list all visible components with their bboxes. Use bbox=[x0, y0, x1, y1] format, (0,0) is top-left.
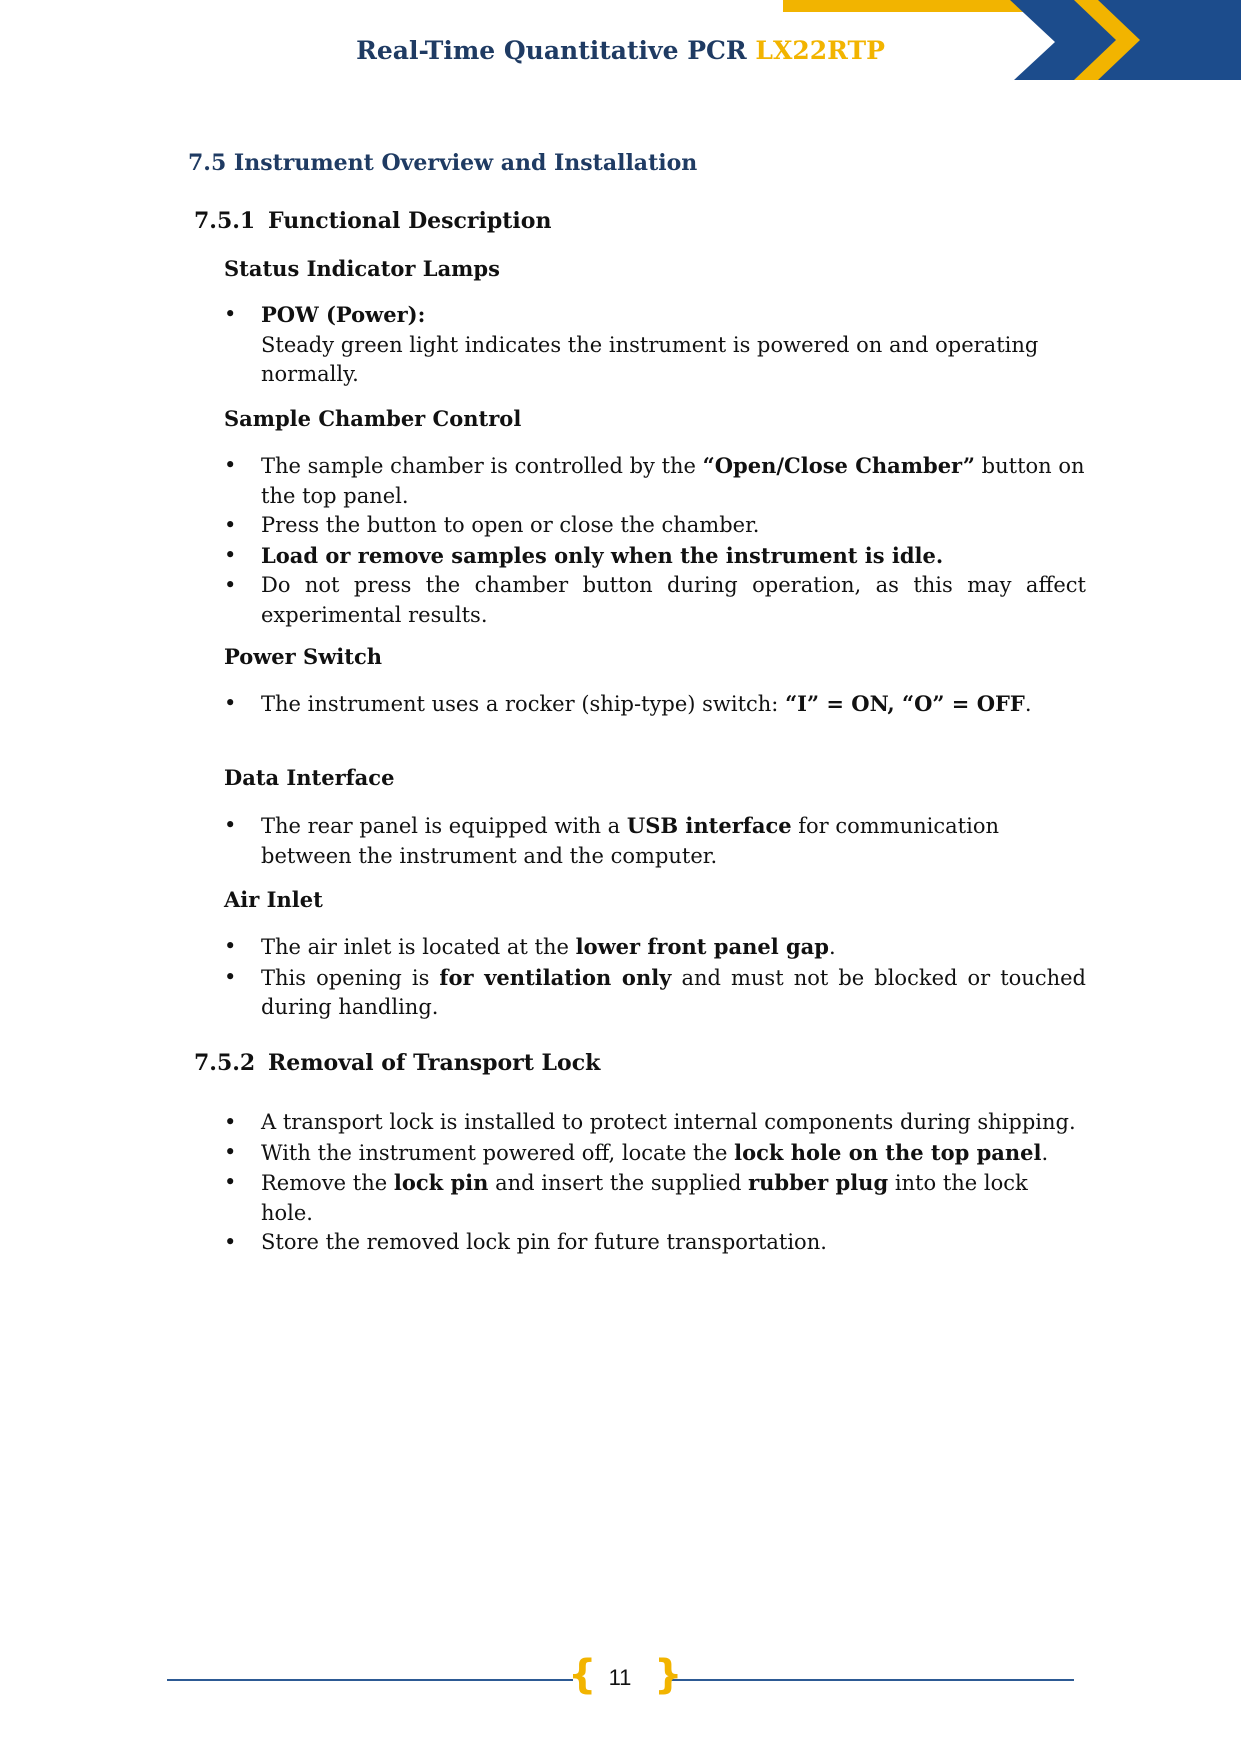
item-text: and must not be blocked or touched during handling. bbox=[261, 965, 1086, 1019]
item-text: The sample chamber is controlled by the bbox=[261, 454, 703, 478]
list-item bbox=[224, 1168, 1086, 1228]
item-bold: USB interface bbox=[626, 813, 792, 838]
footer-brace-right: } bbox=[654, 1652, 683, 1698]
item-text: button on the top panel. bbox=[261, 454, 1085, 508]
subsection-heading-751 bbox=[194, 208, 551, 234]
list-sample-chamber bbox=[224, 451, 1086, 630]
heading-sample-chamber: Sample Chamber Control bbox=[224, 406, 522, 431]
item-text: Press the button to open or close the chamber. bbox=[261, 513, 760, 537]
item-text: and insert the supplied bbox=[488, 1171, 749, 1195]
item-text: The air inlet is located at the bbox=[261, 935, 576, 959]
heading-air-inlet: Air Inlet bbox=[224, 887, 323, 912]
item-text: The rear panel is equipped with a bbox=[261, 814, 627, 838]
list-item bbox=[224, 963, 1086, 1023]
header-corner-graphic bbox=[780, 0, 1241, 82]
section-title: 7.5 Instrument Overview and Installation bbox=[188, 150, 698, 176]
list-item bbox=[224, 571, 1086, 630]
item-bold: for ventilation only bbox=[439, 964, 672, 990]
item-bold: lock hole on the top panel bbox=[734, 1139, 1042, 1165]
list-air-inlet bbox=[224, 932, 1086, 1023]
list-item bbox=[224, 451, 1086, 511]
footer-brace-left: { bbox=[568, 1652, 597, 1698]
item-bold: rubber plug bbox=[748, 1170, 889, 1195]
item-text: The instrument uses a rocker (ship-type) switch: bbox=[261, 692, 779, 716]
item-bold: “Open/Close Chamber” bbox=[702, 453, 975, 478]
item-text: Remove the bbox=[261, 1171, 394, 1195]
list-item bbox=[224, 511, 1086, 541]
list-item bbox=[224, 300, 1086, 390]
item-bold: lock pin bbox=[393, 1170, 489, 1195]
subsection-number: 7.5.2 bbox=[194, 1050, 256, 1076]
item-text: Store the removed lock pin for future transportation. bbox=[261, 1230, 827, 1254]
item-text: A transport lock is installed to protect internal components during shipping. bbox=[261, 1110, 1076, 1134]
item-text: Do not press the chamber button during operation, as this may affect experimental results. bbox=[261, 573, 1086, 627]
list-item bbox=[224, 932, 1086, 963]
item-text: . bbox=[828, 935, 836, 959]
list-item bbox=[224, 1138, 1086, 1169]
list-status-lamps bbox=[224, 300, 1086, 390]
heading-power-switch: Power Switch bbox=[224, 644, 383, 669]
item-text: . bbox=[1024, 692, 1032, 716]
item-text: Steady green light indicates the instrument is powered on and operating normally. bbox=[261, 332, 1039, 386]
heading-status-lamps: Status Indicator Lamps bbox=[224, 256, 500, 281]
item-text: This opening is bbox=[261, 965, 440, 990]
subsection-title: Removal of Transport Lock bbox=[268, 1050, 601, 1076]
heading-data-interface: Data Interface bbox=[224, 765, 395, 790]
item-text: for communication between the instrument and the computer. bbox=[261, 814, 999, 868]
list-item bbox=[224, 1108, 1086, 1138]
header-title-main: Real-Time Quantitative PCR bbox=[356, 36, 756, 65]
header-model-name: LX22RTP bbox=[755, 36, 885, 65]
footer-rule-left bbox=[167, 1679, 573, 1681]
subsection-heading-752 bbox=[194, 1050, 600, 1076]
item-bold: Load or remove samples only when the instrument is idle. bbox=[261, 542, 944, 568]
list-item bbox=[224, 811, 1086, 871]
footer-rule-right bbox=[668, 1679, 1074, 1681]
list-item bbox=[224, 1228, 1086, 1258]
list-item bbox=[224, 689, 1086, 720]
item-label-pow: POW (Power): bbox=[261, 302, 426, 327]
subsection-number: 7.5.1 bbox=[194, 208, 256, 234]
list-power-switch bbox=[224, 689, 1086, 720]
item-text: With the instrument powered off, locate the bbox=[261, 1140, 735, 1165]
list-data-interface bbox=[224, 811, 1086, 871]
list-transport-lock bbox=[224, 1108, 1086, 1258]
page-number: 11 bbox=[608, 1665, 632, 1690]
item-text: into the lock hole. bbox=[261, 1171, 1028, 1225]
item-bold: lower front panel gap bbox=[575, 934, 829, 959]
item-bold: “I” = ON, “O” = OFF bbox=[785, 691, 1025, 716]
subsection-title: Functional Description bbox=[268, 208, 552, 234]
item-text: . bbox=[1041, 1140, 1049, 1165]
list-item bbox=[224, 541, 1086, 572]
